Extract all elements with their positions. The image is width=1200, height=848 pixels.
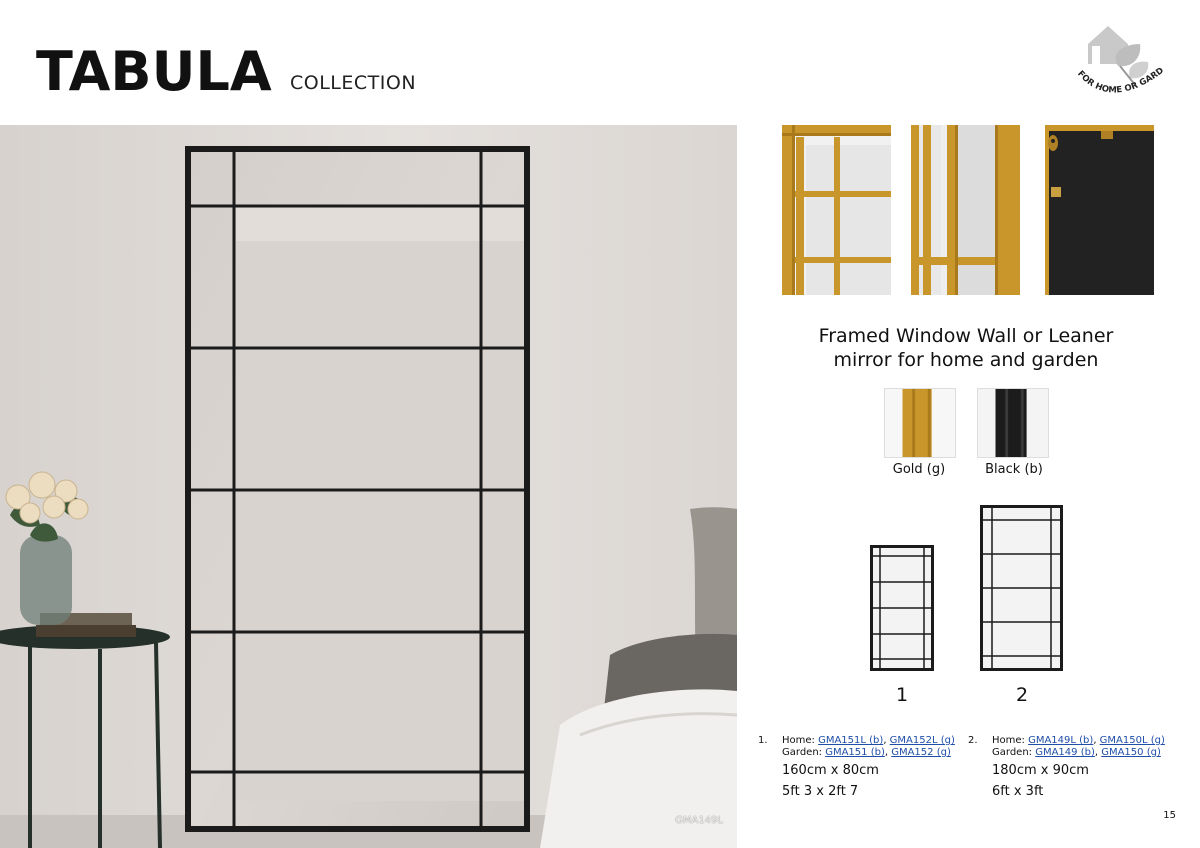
- code-link-gma152[interactable]: GMA152 (g): [891, 747, 951, 758]
- spec-2-metric: 180cm x 90cm: [992, 763, 1089, 778]
- house-leaf-icon: [1088, 26, 1148, 86]
- size-2-mirror-diagram: [980, 505, 1063, 671]
- back-hanging-detail: [1045, 125, 1154, 295]
- spec-2-home-codes: Home: GMA149L (b), GMA150L (g): [992, 735, 1165, 746]
- code-link-gma151l[interactable]: GMA151L (b): [818, 735, 884, 746]
- gold-frame-corner-detail: [782, 125, 891, 295]
- spec-1-list-number: 1.: [758, 735, 768, 746]
- home-garden-badge: [1070, 22, 1170, 112]
- gold-finish-label: Gold (g): [892, 462, 946, 477]
- size-1-mirror-diagram: [870, 545, 934, 671]
- black-finish-swatch: [977, 388, 1049, 458]
- gold-finish-swatch: [884, 388, 956, 458]
- size-1-number: 1: [895, 684, 909, 706]
- spec-1-imperial: 5ft 3 x 2ft 7: [782, 784, 859, 799]
- badge-text: FOR HOME OR GARD: [1075, 65, 1166, 96]
- spec-2-garden-codes: Garden: GMA149 (b), GMA150 (g): [992, 747, 1161, 758]
- gold-frame-side-detail: [911, 125, 1020, 295]
- spec-2-imperial: 6ft x 3ft: [992, 784, 1044, 799]
- collection-title: TABULA: [36, 40, 272, 103]
- code-link-gma150[interactable]: GMA150 (g): [1101, 747, 1161, 758]
- product-description: [790, 324, 1142, 372]
- hero-lifestyle-image: [0, 125, 737, 848]
- size-2-number: 2: [1015, 684, 1029, 706]
- collection-subtitle: COLLECTION: [290, 72, 417, 94]
- spec-2-list-number: 2.: [968, 735, 978, 746]
- description-line-2: mirror for home and garden: [833, 349, 1099, 371]
- black-finish-label: Black (b): [985, 462, 1043, 477]
- spec-1-home-codes: Home: GMA151L (b), GMA152L (g): [782, 735, 955, 746]
- page-number: 15: [1163, 810, 1176, 821]
- description-line-1: Framed Window Wall or Leaner: [818, 325, 1114, 347]
- code-link-gma150l[interactable]: GMA150L (g): [1099, 735, 1165, 746]
- code-link-gma152l[interactable]: GMA152L (g): [889, 735, 955, 746]
- spec-1-metric: 160cm x 80cm: [782, 763, 879, 778]
- code-link-gma149[interactable]: GMA149 (b): [1035, 747, 1095, 758]
- spec-1-garden-codes: Garden: GMA151 (b), GMA152 (g): [782, 747, 951, 758]
- code-link-gma149l[interactable]: GMA149L (b): [1028, 735, 1094, 746]
- hero-product-code: GMA149L: [675, 815, 723, 826]
- code-link-gma151[interactable]: GMA151 (b): [825, 747, 885, 758]
